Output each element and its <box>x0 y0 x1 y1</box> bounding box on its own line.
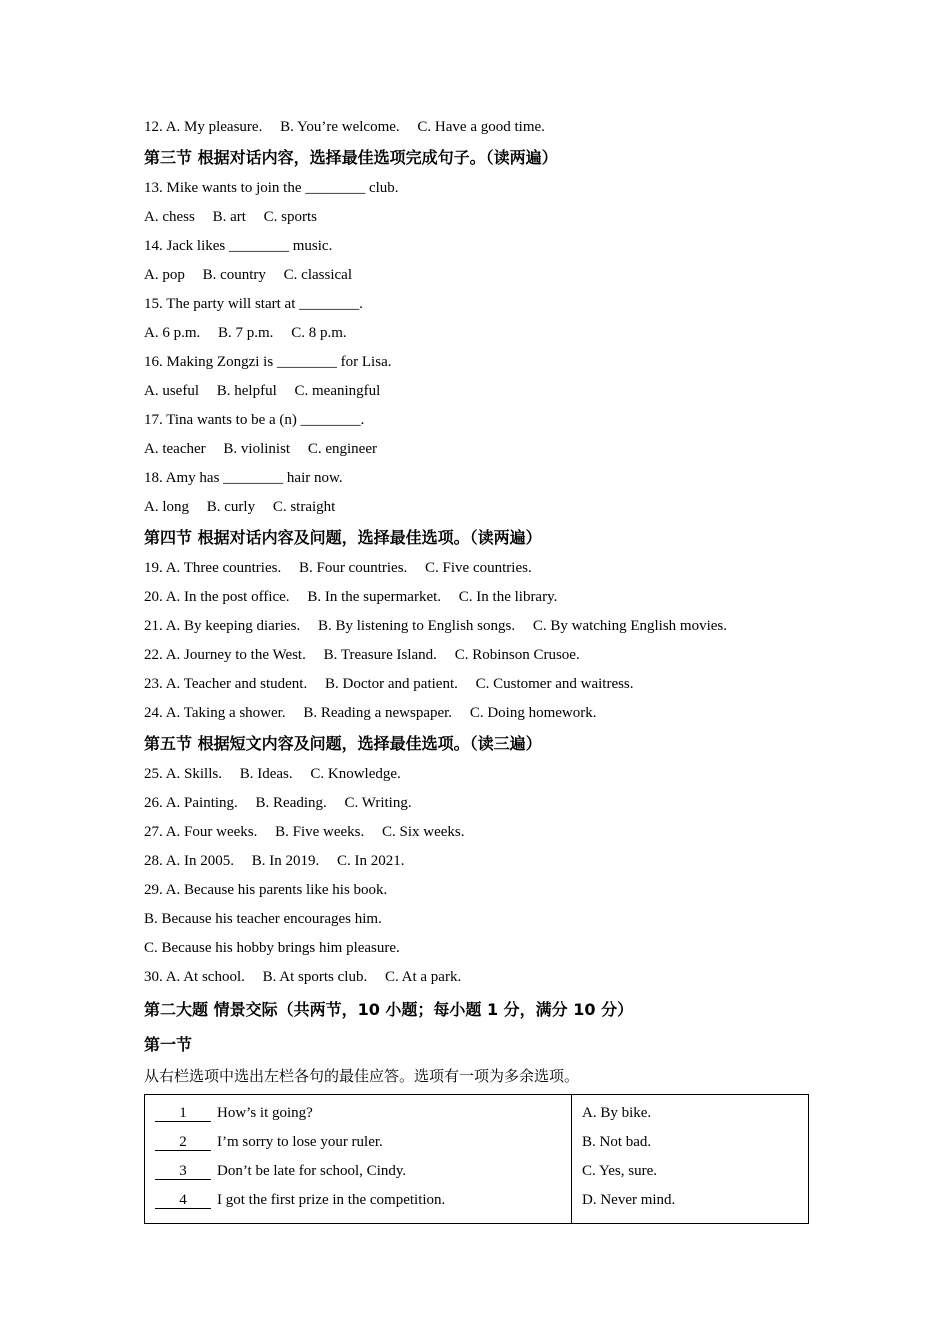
part2-heading: 第二大题 情景交际（共两节，10 小题；每小题 1 分，满分 10 分） <box>144 1000 634 1019</box>
question-15: 15. The party will start at ________. <box>144 296 363 312</box>
options-16: A. useful B. helpful C. meaningful <box>144 383 381 399</box>
question-12: 12. A. My pleasure. B. You’re welcome. C. Have a good time. <box>144 119 545 135</box>
options-15: A. 6 p.m. B. 7 p.m. C. 8 p.m. <box>144 325 347 341</box>
question-29-c: C. Because his hobby brings him pleasure. <box>144 940 400 956</box>
question-16: 16. Making Zongzi is ________ for Lisa. <box>144 354 392 370</box>
matching-item: 1 How’s it going? <box>155 1099 571 1128</box>
matching-item: 2 I’m sorry to lose your ruler. <box>155 1128 571 1157</box>
answer-blank[interactable]: 1 <box>155 1105 211 1122</box>
question-18: 18. Amy has ________ hair now. <box>144 470 343 486</box>
matching-option: C. Yes, sure. <box>582 1163 658 1179</box>
matching-left-column <box>145 1095 572 1224</box>
matching-option: D. Never mind. <box>582 1192 676 1208</box>
question-14: 14. Jack likes ________ music. <box>144 238 333 254</box>
matching-item: 3 Don’t be late for school, Cindy. <box>155 1157 571 1186</box>
question-28: 28. A. In 2005. B. In 2019. C. In 2021. <box>144 853 405 869</box>
part2-subheading: 第一节 <box>144 1035 193 1054</box>
options-17: A. teacher B. violinist C. engineer <box>144 441 377 457</box>
answer-blank[interactable]: 4 <box>155 1192 211 1209</box>
matching-right-column <box>572 1095 809 1224</box>
options-18: A. long B. curly C. straight <box>144 499 336 515</box>
exam-page <box>144 113 824 1224</box>
options-13: A. chess B. art C. sports <box>144 209 317 225</box>
question-13: 13. Mike wants to join the ________ club. <box>144 180 399 196</box>
question-22: 22. A. Journey to the West. B. Treasure Island. C. Robinson Crusoe. <box>144 647 580 663</box>
section5-heading: 第五节 根据短文内容及问题，选择最佳选项。（读三遍） <box>144 734 542 753</box>
section4-heading: 第四节 根据对话内容及问题，选择最佳选项。（读两遍） <box>144 528 542 547</box>
question-29-a: 29. A. Because his parents like his book. <box>144 882 388 898</box>
answer-blank[interactable]: 2 <box>155 1134 211 1151</box>
answer-blank[interactable]: 3 <box>155 1163 211 1180</box>
question-21: 21. A. By keeping diaries. B. By listening to English songs. C. By watching English movies. <box>144 618 728 634</box>
matching-option: A. By bike. <box>582 1105 652 1121</box>
question-19: 19. A. Three countries. B. Four countries. C. Five countries. <box>144 560 532 576</box>
question-30: 30. A. At school. B. At sports club. C. At a park. <box>144 969 462 985</box>
question-23: 23. A. Teacher and student. B. Doctor and patient. C. Customer and waitress. <box>144 676 634 692</box>
question-27: 27. A. Four weeks. B. Five weeks. C. Six weeks. <box>144 824 465 840</box>
options-14: A. pop B. country C. classical <box>144 267 352 283</box>
matching-option: B. Not bad. <box>582 1134 652 1150</box>
matching-table <box>144 1094 809 1224</box>
question-25: 25. A. Skills. B. Ideas. C. Knowledge. <box>144 766 401 782</box>
question-26: 26. A. Painting. B. Reading. C. Writing. <box>144 795 412 811</box>
question-20: 20. A. In the post office. B. In the supermarket. C. In the library. <box>144 589 558 605</box>
section3-heading: 第三节 根据对话内容，选择最佳选项完成句子。（读两遍） <box>144 148 558 167</box>
question-29-b: B. Because his teacher encourages him. <box>144 911 382 927</box>
part2-instruction: 从右栏选项中选出左栏各句的最佳应答。选项有一项为多余选项。 <box>144 1069 580 1085</box>
matching-item: 4 I got the first prize in the competition. <box>155 1186 571 1215</box>
question-17: 17. Tina wants to be a (n) ________. <box>144 412 365 428</box>
question-24: 24. A. Taking a shower. B. Reading a newspaper. C. Doing homework. <box>144 705 597 721</box>
